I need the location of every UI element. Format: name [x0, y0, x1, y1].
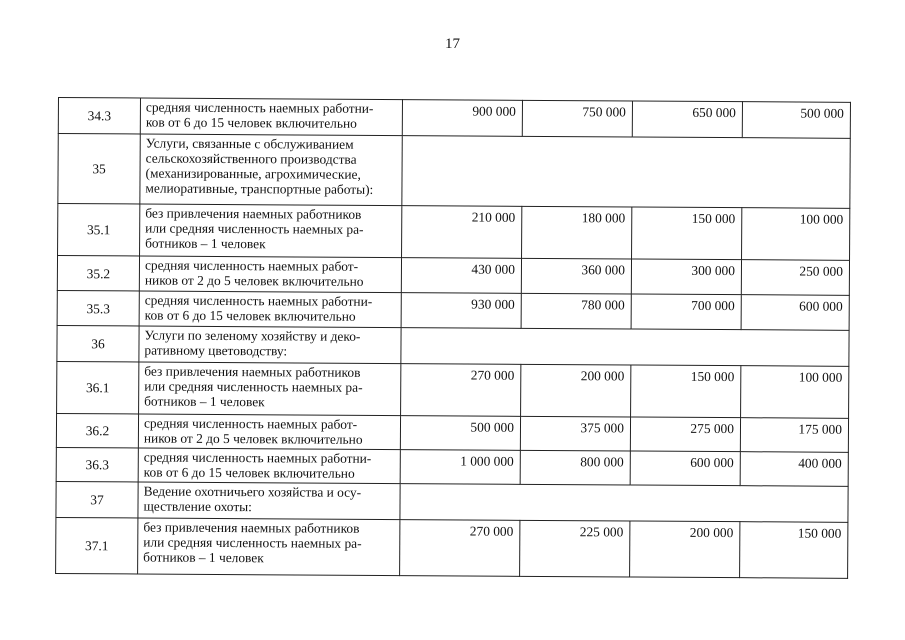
description-line: без привлечения наемных работников [143, 519, 360, 536]
amount-cell: 200 000 [521, 364, 631, 417]
row-number: 35.1 [58, 204, 140, 256]
row-description [139, 362, 401, 416]
amount-cell: 200 000 [630, 521, 740, 578]
row-number: 36 [57, 325, 139, 362]
amount-cell: 180 000 [522, 206, 632, 259]
description-line: ботников – 1 человек [145, 235, 266, 252]
row-description [139, 256, 401, 293]
description-line: средняя численность наемных работ- [143, 415, 358, 432]
description-line: ботников – 1 человек [144, 393, 265, 410]
row-description [140, 204, 402, 258]
row-description [139, 291, 401, 328]
table-row [57, 290, 849, 330]
table-row [56, 481, 848, 522]
page-number: 17 [445, 36, 460, 52]
amount-cell: 225 000 [520, 520, 630, 577]
amount-cell: 375 000 [520, 416, 630, 451]
amount-cell: 500 000 [742, 102, 850, 139]
row-description [138, 518, 400, 576]
description-line: Услуги, связанные с обслуживанием [145, 135, 354, 152]
description-line: ществление охоты: [143, 498, 252, 515]
amount-cell: 750 000 [522, 100, 632, 137]
empty-merged-cell [400, 484, 848, 523]
empty-merged-cell [402, 136, 850, 209]
table-row [57, 325, 849, 366]
amount-cell: 780 000 [521, 293, 631, 329]
description-line: сельскохозяйственного производства [145, 150, 357, 167]
row-description [138, 448, 400, 484]
description-line: Услуги по зеленому хозяйству и деко- [144, 327, 361, 344]
row-number: 37.1 [56, 517, 138, 573]
description-line: ративному цветоводству: [144, 342, 288, 359]
tax-rates-table [55, 97, 851, 579]
amount-cell: 270 000 [400, 520, 520, 577]
amount-cell: 700 000 [631, 294, 741, 330]
amount-cell: 300 000 [631, 259, 741, 295]
description-line: ботников – 1 человек [143, 549, 264, 566]
description-line: (механизированные, агрохимические, [145, 165, 361, 182]
amount-cell: 930 000 [401, 293, 521, 329]
table-row [58, 98, 850, 139]
amount-cell: 600 000 [741, 295, 849, 331]
row-number: 35.3 [57, 290, 139, 326]
description-line: ников от 2 до 5 человек включительно [143, 430, 363, 447]
row-number: 36.2 [56, 413, 138, 448]
table-row [56, 517, 848, 578]
row-description [138, 414, 400, 450]
row-number: 37 [56, 481, 138, 518]
row-description [139, 326, 401, 364]
table-row [56, 413, 848, 452]
amount-cell: 175 000 [740, 418, 848, 453]
amount-cell: 250 000 [741, 260, 849, 296]
table-row [56, 447, 848, 486]
row-number: 35.2 [57, 256, 139, 292]
description-line: без привлечения наемных работников [144, 363, 361, 380]
row-description [138, 482, 400, 520]
amount-cell: 270 000 [401, 364, 521, 417]
amount-cell: 100 000 [741, 366, 849, 419]
row-number: 35 [58, 134, 140, 204]
amount-cell: 430 000 [401, 258, 521, 294]
description-line: ков от 6 до 15 человек включительно [145, 114, 357, 131]
amount-cell: 800 000 [520, 450, 630, 485]
empty-merged-cell [401, 328, 849, 367]
description-line: средняя численность наемных работни- [144, 292, 373, 309]
description-line: ков от 6 до 15 человек включительно [143, 464, 355, 481]
table-row [58, 204, 850, 261]
description-line: Ведение охотничьего хозяйства и осу- [143, 483, 362, 500]
table-row [58, 134, 850, 209]
amount-cell: 275 000 [630, 417, 740, 452]
row-number: 36.3 [56, 447, 138, 482]
row-number: 36.1 [57, 361, 139, 413]
description-line: или средняя численность наемных ра- [144, 378, 363, 395]
amount-cell: 360 000 [521, 258, 631, 294]
amount-cell: 150 000 [632, 207, 742, 260]
amount-cell: 500 000 [400, 416, 520, 451]
description-line: ников от 2 до 5 человек включительно [144, 272, 364, 289]
description-line: средняя численность наемных работни- [145, 99, 374, 116]
row-number: 34.3 [58, 98, 140, 135]
amount-cell: 150 000 [631, 365, 741, 418]
amount-cell: 600 000 [630, 451, 740, 486]
amount-cell: 650 000 [632, 101, 742, 138]
description-line: или средняя численность наемных ра- [143, 534, 362, 551]
amount-cell: 900 000 [402, 100, 522, 137]
description-line: средняя численность наемных работ- [144, 257, 359, 274]
amount-cell: 1 000 000 [400, 450, 520, 485]
table-row [57, 361, 849, 418]
description-line: или средняя численность наемных ра- [145, 220, 364, 237]
amount-cell: 400 000 [740, 452, 848, 487]
row-description [140, 134, 402, 206]
amount-cell: 100 000 [742, 208, 850, 261]
amount-cell: 210 000 [402, 206, 522, 259]
amount-cell: 150 000 [740, 522, 848, 579]
description-line: без привлечения наемных работников [145, 205, 362, 222]
table-body [56, 98, 851, 579]
description-line: средняя численность наемных работни- [143, 449, 372, 466]
table-row [57, 256, 849, 296]
description-line: ков от 6 до 15 человек включительно [144, 307, 356, 324]
row-description [140, 98, 402, 136]
description-line: мелиоративные, транспортные работы): [145, 180, 374, 197]
